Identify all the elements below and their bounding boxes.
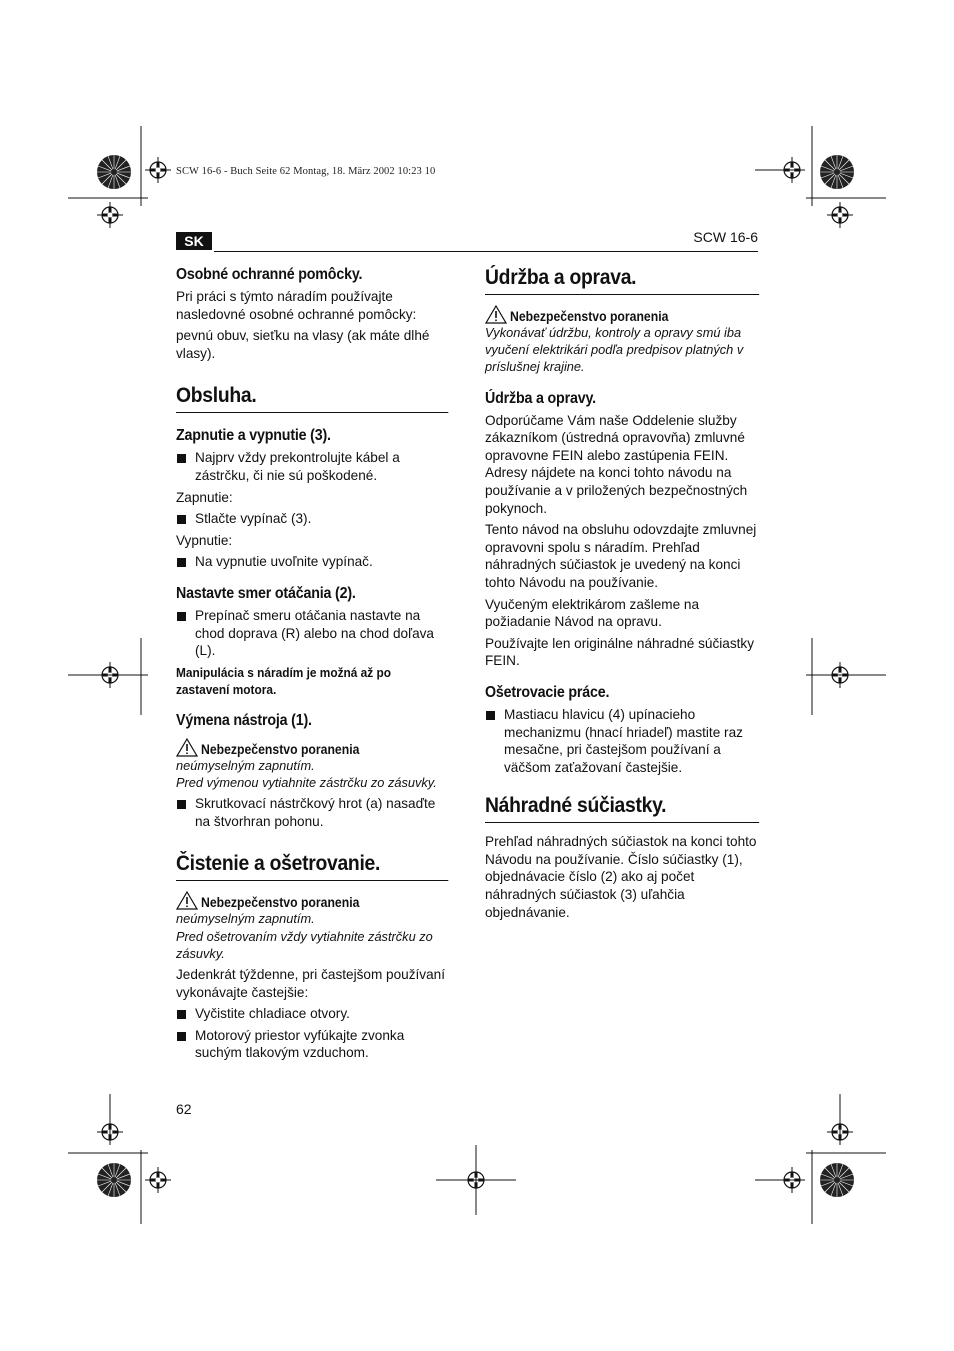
warning-triangle-icon [176,738,198,757]
list-item-text: Vyčistite chladiace otvory. [195,1006,350,1022]
list-item-text: Najprv vždy prekontrolujte kábel a zástrčku, či nie sú poškodené. [195,450,400,483]
left-column [176,262,448,1062]
heading-direction: Nastavte smer otáčania (2). [176,584,356,602]
page-number: 62 [176,1101,192,1117]
list-item [176,553,448,571]
bullet-icon [177,612,186,621]
warning-heading [176,891,448,910]
heading-protective-gear: Osobné ochranné pomôcky. [176,266,363,283]
heading-repairs: Údržba a opravy. [485,389,596,407]
paragraph: Jedenkrát týždenne, pri častejšom používaní vykonávajte častejšie: [176,966,446,1000]
right-column [485,262,758,921]
list-item [176,449,448,484]
print-slug: SCW 16-6 - Buch Seite 62 Montag, 18. März 2002 10:23 10 [176,166,436,177]
heading-on-off: Zapnutie a vypnutie (3). [176,427,331,445]
paragraph: Tento návod na obsluhu odovzdajte zmluvnej opravovni spolu s náradím. Prehľad náhradných súčiastok je uvedený na konci tohto Návodu na používanie. [485,522,757,590]
list-item [485,706,758,776]
label-on: Zapnutie: [176,489,233,505]
section-title-cleaning: Čistenie a ošetrovanie. [176,848,449,881]
language-badge: SK [176,232,212,250]
header-rule [214,251,758,252]
warning-text: Pred ošetrovaním vždy vytiahnite zástrčku zo zásuvky. [176,928,433,961]
warning-text: neúmyselným zapnutím. [176,911,315,927]
warning-text: Pred výmenou vytiahnite zástrčku zo zásuvky. [176,774,437,790]
list-item [176,510,448,528]
star-mark-icon [820,1163,854,1197]
heading-tool-change: Výmena nástroja (1). [176,711,312,729]
warning-title: Nebezpečenstvo poranenia [510,309,669,324]
bold-note: zastavení motora. [176,681,277,697]
paragraph: Prehľad náhradných súčiastok na konci tohto Návodu na používanie. Číslo súčiastky (1), objednávacie číslo (2) ako aj počet náhradných súčiastok (3) uľahčia objednávanie. [485,834,757,920]
heading-care: Ošetrovacie práce. [485,683,610,701]
warning-triangle-icon [176,891,198,910]
star-mark-icon [820,155,854,189]
section-title-spare-parts: Náhradné súčiastky. [485,790,759,823]
warning-title: Nebezpečenstvo poranenia [201,741,360,757]
bullet-icon [177,515,186,524]
bullet-icon [177,1010,186,1019]
star-mark-icon [97,1163,131,1197]
list-item [176,795,448,830]
crosshair-mark-icon [145,1167,171,1193]
bold-note: Manipulácia s náradím je možná až po [176,664,392,680]
warning-text: neúmyselným zapnutím. [176,757,315,773]
paragraph: Vyučeným elektrikárom zašleme na požiadanie Návod na opravu. [485,596,700,630]
star-mark-icon [97,155,131,189]
list-item [176,1027,448,1062]
paragraph: pevnú obuv, sieťku na vlasy (ak máte dlhé vlasy). [176,328,430,361]
paragraph: Pri práci s týmto náradím používajte nasledovné osobné ochranné pomôcky: [176,289,417,322]
bullet-icon [486,711,495,720]
warning-text: Vykonávať údržbu, kontroly a opravy smú iba vyučení elektrikári podľa predpisov platných v príslušnej krajine. [485,325,744,375]
bullet-icon [177,558,186,567]
section-title-operation: Obsluha. [176,380,449,413]
paragraph: Odporúčame Vám naše Oddelenie služby zákazníkom (ústredná opravovňa) zmluvné opravovne FEIN alebo zastúpenia FEIN. Adresy nájdete na konci tohto návodu na používanie a v priložených bezpečnostných pokynoch. [485,412,748,516]
section-title-maintenance: Údržba a oprava. [485,262,759,295]
crosshair-mark-icon [97,202,123,228]
list-item-text: Mastiacu hlavicu (4) upínacieho mechanizmu (hnací hriadeľ) mastite raz mesačne, pri častejšom používaní a väčšom zaťažovaní častejšie. [504,706,743,775]
model-name: SCW 16-6 [693,229,758,245]
crosshair-mark-icon [145,157,171,183]
list-item-text: Motorový priestor vyfúkajte zvonka suchým tlakovým vzduchom. [195,1027,405,1061]
list-item [176,607,448,660]
list-item-text: Stlačte vypínač (3). [195,511,312,527]
crosshair-mark-icon [827,202,853,228]
bullet-icon [177,1032,186,1041]
warning-title: Nebezpečenstvo poranenia [201,895,360,911]
warning-triangle-icon [485,305,507,324]
bullet-icon [177,800,186,809]
paragraph: Používajte len originálne náhradné súčiastky FEIN. [485,635,755,669]
list-item-text: Prepínač smeru otáčania nastavte na chod doprava (R) alebo na chod doľava (L). [195,607,434,659]
warning-heading [176,738,448,757]
label-off: Vypnutie: [176,532,233,548]
list-item [176,1005,448,1023]
bullet-icon [177,454,186,463]
list-item-text: Skrutkovací nástrčkový hrot (a) nasaďte na štvorhran pohonu. [195,796,436,829]
list-item-text: Na vypnutie uvoľnite vypínač. [195,554,373,570]
warning-heading [485,305,758,324]
